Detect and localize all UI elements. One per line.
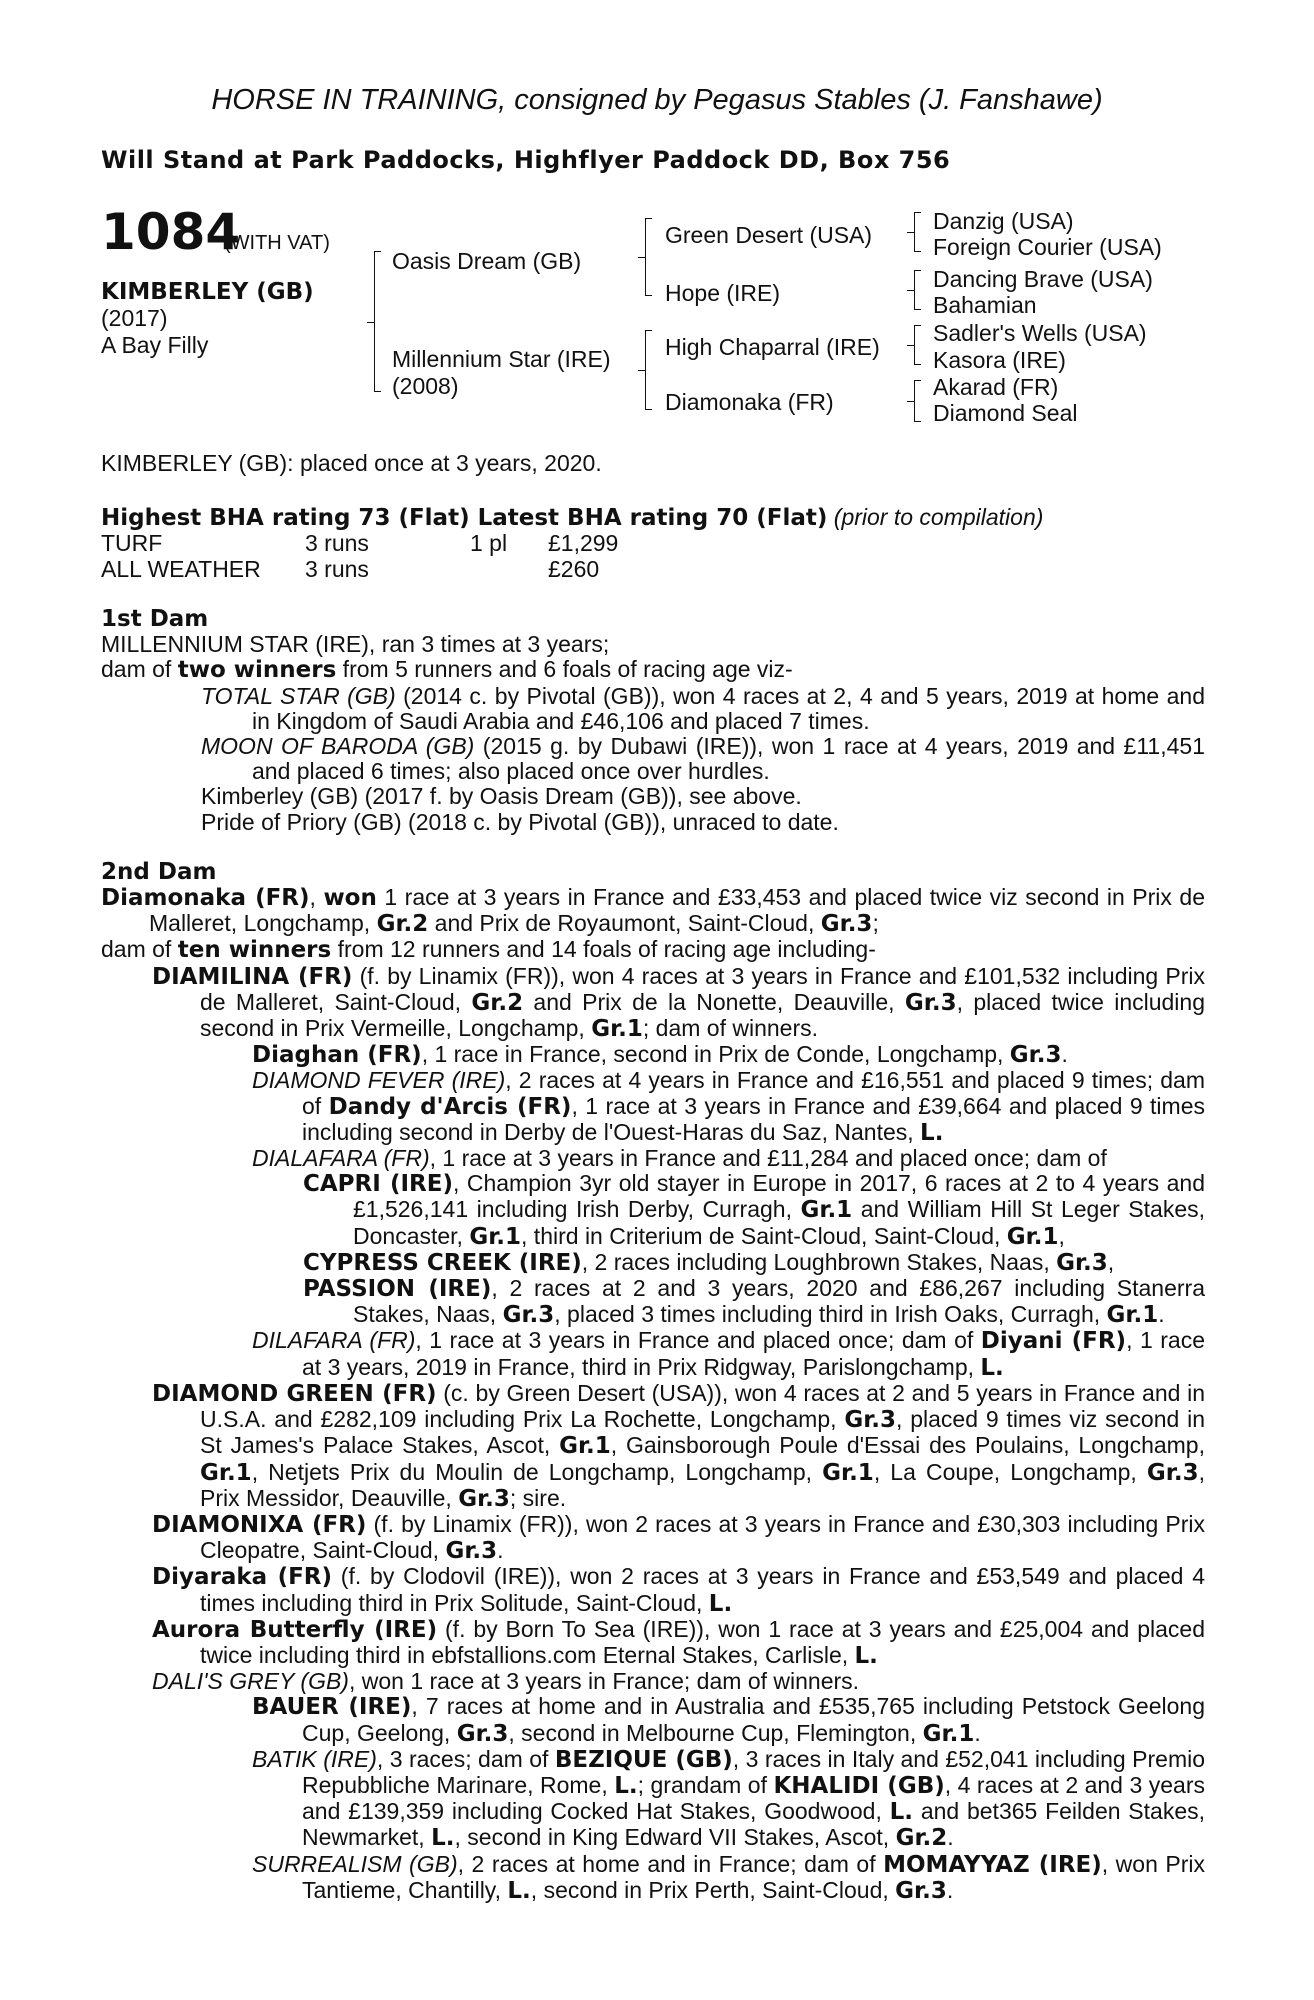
pedigree-ggs-2: Dancing Brave (USA) bbox=[933, 266, 1153, 292]
produce-entry: DIAMONIXA (FR) (f. by Linamix (FR)), won 2 races at 3 years in France and £30,303 including Prix Cleopatre, Saint-Cloud, Gr.3. bbox=[152, 1510, 1205, 1565]
first-dam-produce: dam of two winners from 5 runners and 6 foals of racing age viz- bbox=[101, 656, 793, 684]
page-title: HORSE IN TRAINING, consigned by Pegasus Stables (J. Fanshawe) bbox=[211, 84, 1103, 116]
stand-location: Will Stand at Park Paddocks, Highflyer Paddock DD, Box 756 bbox=[101, 146, 951, 174]
vat-note: (WITH VAT) bbox=[224, 232, 330, 254]
foaling-year: (2017) bbox=[101, 305, 168, 331]
produce-entry: DIAMOND FEVER (IRE), 2 races at 4 years in France and £16,551 and placed 9 times; dam of Dandy d'Arcis (FR), 1 race at 3 years in France and £39,664 and placed 9 times including second in Derby de l'Ouest-Haras du Saz, Nantes, L. bbox=[252, 1067, 1205, 1146]
bha-ratings-label: Highest BHA rating 73 (Flat) Latest BHA rating 70 (Flat) bbox=[101, 505, 828, 531]
produce-entry: Diyaraka (FR) (f. by Clodovil (IRE)), won 2 races at 3 years in France and £53,549 and placed 4 times including third in Prix Solitude, Saint-Cloud, L. bbox=[152, 1563, 1205, 1617]
second-dam-heading: 2nd Dam bbox=[101, 858, 217, 885]
race-summary: KIMBERLEY (GB): placed once at 3 years, 2020. bbox=[101, 450, 602, 476]
pedigree-ggd-3: Kasora (IRE) bbox=[933, 347, 1066, 373]
pedigree-dam: Millennium Star (IRE) bbox=[392, 346, 611, 372]
produce-entry: DIAMILINA (FR) (f. by Linamix (FR)), won 4 races at 3 years in France and £101,532 including Prix de Malleret, Saint-Cloud, Gr.2 and Prix de la Nonette, Deauville, Gr.3, placed twice including second in Prix Vermeille, Longchamp, Gr.1; dam of winners. bbox=[152, 962, 1206, 1043]
offspring-entry: Pride of Priory (GB) (2018 c. by Pivotal (GB)), unraced to date. bbox=[201, 808, 839, 835]
horse-description: A Bay Filly bbox=[101, 332, 209, 358]
produce-entry: Aurora Butterfly (IRE) (f. by Born To Sea (IRE)), won 1 race at 3 years and £25,004 and placed twice including third in ebfstallions.com Eternal Stakes, Carlisle, L. bbox=[152, 1615, 1206, 1669]
horse-name: KIMBERLEY (GB) bbox=[101, 279, 314, 305]
lot-number: 1084 bbox=[101, 203, 241, 261]
first-dam-heading: 1st Dam bbox=[101, 606, 209, 632]
produce-entry: DIALAFARA (FR), 1 race at 3 years in France and £11,284 and placed once; dam of bbox=[252, 1145, 1107, 1172]
bha-ratings bbox=[101, 504, 1043, 531]
first-dam-record: MILLENNIUM STAR (IRE), ran 3 times at 3 years; bbox=[101, 631, 610, 658]
pedigree-sire: Oasis Dream (GB) bbox=[392, 248, 582, 274]
pedigree-brace bbox=[914, 270, 921, 310]
produce-entry: DALI'S GREY (GB), won 1 race at 3 years in France; dam of winners. bbox=[152, 1668, 860, 1695]
produce-entry: DIAMOND GREEN (FR) (c. by Green Desert (USA)), won 4 races at 2 and 5 years in France and in U.S.A. and £282,109 including Prix La Rochette, Longchamp, Gr.3, placed 9 times viz second in St James's Palace Stakes, Ascot, Gr.1, Gainsborough Poule d'Essai des Poulains, Longchamp, Gr.1, Netjets Prix du Moulin de Longchamp, Longchamp, Gr.1, La Coupe, Longchamp, Gr.3, Prix Messidor, Deauville, Gr.3; sire. bbox=[152, 1379, 1206, 1512]
performance-runs: 3 runs bbox=[305, 530, 369, 556]
pedigree-dam-dam: Diamonaka (FR) bbox=[665, 389, 834, 415]
second-dam-record: Diamonaka (FR), won 1 race at 3 years in France and £33,453 and placed twice viz second in Prix de Malleret, Longchamp, Gr.2 and Prix de Royaumont, Saint-Cloud, Gr.3; bbox=[101, 884, 1205, 938]
produce-entry: CYPRESS CREEK (IRE), 2 races including Loughbrown Stakes, Naas, Gr.3, bbox=[303, 1248, 1115, 1276]
performance-prize: £1,299 bbox=[548, 530, 619, 556]
offspring-entry: Kimberley (GB) (2017 f. by Oasis Dream (GB)), see above. bbox=[201, 783, 802, 810]
pedigree-brace bbox=[374, 251, 381, 392]
performance-surface: ALL WEATHER bbox=[101, 556, 261, 582]
produce-entry: Diaghan (FR), 1 race in France, second in Prix de Conde, Longchamp, Gr.3. bbox=[252, 1041, 1068, 1069]
pedigree-ggd-2: Bahamian bbox=[933, 292, 1037, 318]
produce-entry: PASSION (IRE), 2 races at 2 and 3 years, 2020 and £86,267 including Stanerra Stakes, Naas, Gr.3, placed 3 times including third in Irish Oaks, Curragh, Gr.1. bbox=[303, 1275, 1206, 1329]
pedigree-brace bbox=[914, 380, 921, 422]
pedigree-brace bbox=[645, 218, 652, 296]
performance-placed: 1 pl bbox=[470, 530, 508, 556]
pedigree-ggs-3: Sadler's Wells (USA) bbox=[933, 320, 1147, 346]
produce-entry: BATIK (IRE), 3 races; dam of BEZIQUE (GB), 3 races in Italy and £52,041 including Premio Repubbliche Marinare, Rome, L.; grandam of KHALIDI (GB), 4 races at 2 and 3 years and £139,359 including Cocked Hat Stakes, Goodwood, L. and bet365 Feilden Stakes, Newmarket, L., second in King Edward VII Stakes, Ascot, Gr.2. bbox=[252, 1745, 1206, 1852]
pedigree-ggs-1: Danzig (USA) bbox=[933, 208, 1074, 234]
produce-entry: SURREALISM (GB), 2 races at home and in France; dam of MOMAYYAZ (IRE), won Prix Tantieme, Chantilly, L., second in Prix Perth, Saint-Cloud, Gr.3. bbox=[252, 1850, 1205, 1904]
performance-runs: 3 runs bbox=[305, 556, 369, 582]
pedigree-brace bbox=[645, 330, 652, 410]
performance-prize: £260 bbox=[548, 556, 600, 582]
second-dam-produce: dam of ten winners from 12 runners and 14 foals of racing age including- bbox=[101, 936, 876, 964]
produce-entry: DILAFARA (FR), 1 race at 3 years in France and placed once; dam of Diyani (FR), 1 race at 3 years, 2019 in France, third in Prix Ridgway, Parislongchamp, L. bbox=[252, 1327, 1205, 1381]
performance-surface: TURF bbox=[101, 530, 163, 556]
produce-entry: BAUER (IRE), 7 races at home and in Australia and £535,765 including Petstock Geelong Cup, Geelong, Gr.3, second in Melbourne Cup, Flemington, Gr.1. bbox=[252, 1693, 1205, 1747]
pedigree-sire-dam: Hope (IRE) bbox=[665, 280, 781, 306]
pedigree-brace bbox=[914, 325, 921, 365]
pedigree-brace bbox=[914, 212, 921, 252]
pedigree-dam-sire: High Chaparral (IRE) bbox=[665, 334, 880, 360]
pedigree-ggd-1: Foreign Courier (USA) bbox=[933, 234, 1162, 260]
pedigree-ggd-4: Diamond Seal bbox=[933, 400, 1078, 426]
offspring-entry: TOTAL STAR (GB) (2014 c. by Pivotal (GB)), won 4 races at 2, 4 and 5 years, 2019 at home and in Kingdom of Saudi Arabia and £46,106 and placed 7 times. bbox=[201, 682, 1205, 734]
pedigree-dam-year: (2008) bbox=[392, 373, 459, 399]
pedigree-ggs-4: Akarad (FR) bbox=[933, 374, 1059, 400]
pedigree-sire-sire: Green Desert (USA) bbox=[665, 222, 873, 248]
offspring-entry: MOON OF BARODA (GB) (2015 g. by Dubawi (IRE)), won 1 race at 4 years, 2019 and £11,451 and placed 6 times; also placed once over hurdles. bbox=[201, 733, 1205, 785]
produce-entry: CAPRI (IRE), Champion 3yr old stayer in Europe in 2017, 6 races at 2 to 4 years and £1,526,141 including Irish Derby, Curragh, Gr.1 and William Hill St Leger Stakes, Doncaster, Gr.1, third in Criterium de Saint-Cloud, Saint-Cloud, Gr.1, bbox=[303, 1170, 1206, 1250]
bha-ratings-note: (prior to compilation) bbox=[833, 504, 1044, 530]
first-dam-section bbox=[101, 607, 1205, 1904]
